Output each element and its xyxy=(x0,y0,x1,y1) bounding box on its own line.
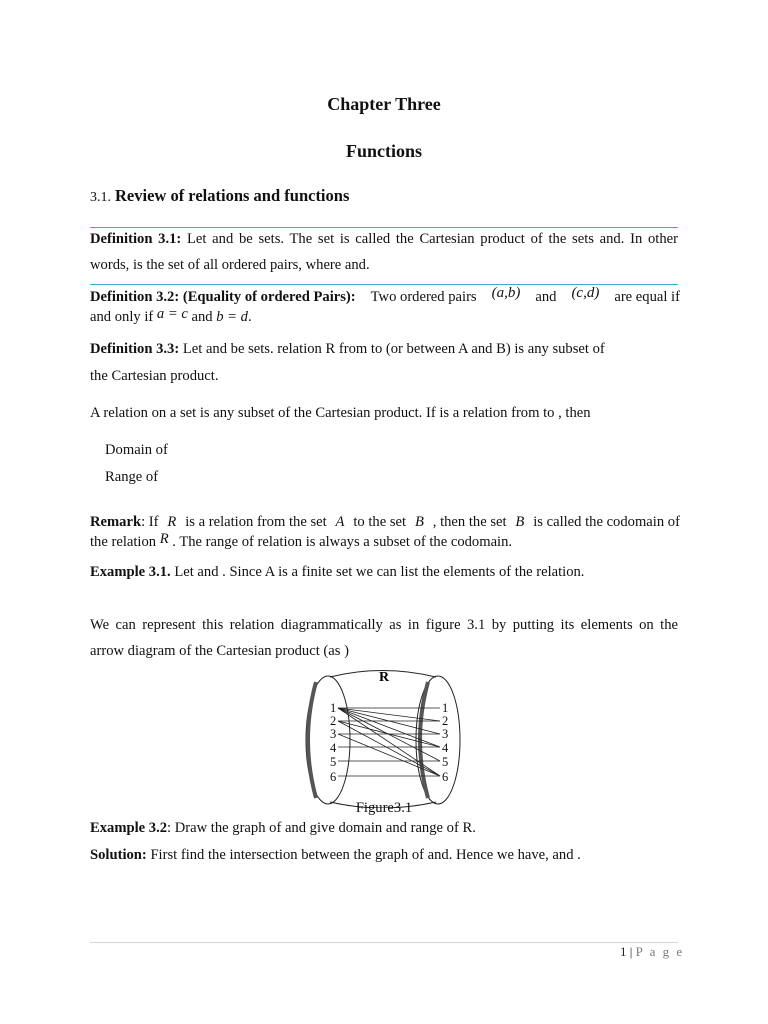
example-3-1 xyxy=(90,563,584,581)
definition-3-2-end: . xyxy=(247,309,252,325)
example-3-1-text: Let and . Since A is a finite set we can list the elements of the relation. xyxy=(174,564,585,580)
equal-if-text: are equal if xyxy=(614,289,680,305)
left-element-3: 3 xyxy=(330,727,337,741)
arrow-1-5 xyxy=(338,708,440,761)
represent-line2: arrow diagram of the Cartesian product (as ) xyxy=(90,643,349,659)
figure-caption: Figure3.1 xyxy=(355,800,413,816)
math-B-1: B xyxy=(414,514,424,530)
right-element-3: 3 xyxy=(442,727,449,741)
remark-label: Remark xyxy=(90,514,142,530)
arrow-1-4 xyxy=(338,708,440,747)
definition-3-3-line2: the Cartesian product. xyxy=(90,368,219,384)
definition-3-1-line2: words, is the set of all ordered pairs, where and. xyxy=(90,257,370,273)
section-heading xyxy=(90,186,349,206)
divider-top xyxy=(90,227,678,228)
definition-3-1-text: Let and be sets. The set is called the Cartesian product of the sets and. In other xyxy=(187,231,678,247)
remark-text-5: is called the codomain of xyxy=(533,514,680,530)
figure-3-1-diagram xyxy=(290,668,480,808)
equation-a-c: a = c xyxy=(156,306,188,322)
definition-3-2-line2 xyxy=(90,308,252,326)
left-element-2: 2 xyxy=(330,714,337,728)
math-R-1: R xyxy=(167,514,177,530)
right-element-6: 6 xyxy=(442,770,449,784)
math-B-2: B xyxy=(515,514,525,530)
arrow-3-6 xyxy=(338,734,440,776)
right-element-1: 1 xyxy=(442,701,449,715)
left-set-shadow xyxy=(308,682,316,798)
example-3-2-label: Example 3.2 xyxy=(90,820,168,836)
example-3-2 xyxy=(90,819,476,837)
remark-text-2: is a relation from the set xyxy=(185,514,327,530)
remark-line2-text-a: the relation xyxy=(90,534,157,550)
math-R-2: R xyxy=(159,531,169,547)
remark-line2-text-b: . The range of relation is always a subset of the codomain. xyxy=(172,534,513,550)
remark-text-3: to the set xyxy=(353,514,407,530)
solution-text: First find the intersection between the graph of and. Hence we have, and . xyxy=(150,847,581,863)
left-element-6: 6 xyxy=(330,770,337,784)
and-word-2: and xyxy=(191,309,213,325)
left-element-1: 1 xyxy=(330,701,337,715)
definition-3-1-label: Definition 3.1: xyxy=(90,231,182,247)
chapter-title: Chapter Three xyxy=(327,94,441,114)
right-element-5: 5 xyxy=(442,755,449,769)
definition-3-1-line1 xyxy=(90,230,678,248)
page-number-value: 1 xyxy=(620,944,627,959)
example-3-1-label: Example 3.1. xyxy=(90,564,171,580)
arrow-1-6 xyxy=(338,708,440,776)
page-number-separator: | xyxy=(629,944,633,959)
definition-3-3-label: Definition 3.3: xyxy=(90,341,180,357)
example-3-2-text: : Draw the graph of and give domain and range of R. xyxy=(167,820,476,836)
page-word: P a g e xyxy=(635,944,685,959)
footer-divider xyxy=(90,942,678,943)
definition-3-2-text: Two ordered pairs xyxy=(370,289,477,305)
relation-paragraph: A relation on a set is any subset of the Cartesian product. If is a relation from to , then xyxy=(90,405,591,421)
definition-3-3-line1 xyxy=(90,340,605,358)
domain-line: Domain of xyxy=(105,442,168,458)
section-title: Review of relations and functions xyxy=(115,186,350,205)
and-word-1: and xyxy=(535,289,557,305)
remark-line1 xyxy=(90,513,680,531)
range-line: Range of xyxy=(105,469,159,485)
remark-text-1: : If xyxy=(141,514,159,530)
definition-3-3-text: Let and be sets. relation R from to (or between A and B) is any subset of xyxy=(182,341,605,357)
definition-3-2-label: Definition 3.2: (Equality of ordered Pairs): xyxy=(90,289,356,305)
math-A: A xyxy=(335,514,345,530)
right-element-2: 2 xyxy=(442,714,449,728)
relation-arrows xyxy=(338,708,440,776)
section-number: 3.1. xyxy=(90,190,111,205)
relation-label-R: R xyxy=(378,670,390,685)
represent-line1: We can represent this relation diagrammatically as in figure 3.1 by putting its elements on the xyxy=(90,617,678,633)
equation-b-d: b = d xyxy=(216,309,248,325)
ordered-pair-ab: (a,b) xyxy=(491,285,521,301)
ordered-pair-cd: (c,d) xyxy=(571,285,600,301)
definition-3-2-line1 xyxy=(90,285,680,306)
right-element-4: 4 xyxy=(442,741,449,755)
left-element-4: 4 xyxy=(330,741,337,755)
arrow-1-2 xyxy=(338,708,440,721)
remark-line2 xyxy=(90,533,512,551)
solution xyxy=(90,846,581,864)
arrow-2-6 xyxy=(338,721,440,776)
page-number xyxy=(620,944,684,960)
left-element-5: 5 xyxy=(330,755,337,769)
and-only-if-text: and only if xyxy=(90,309,154,325)
chapter-subtitle: Functions xyxy=(345,141,423,161)
remark-text-4: , then the set xyxy=(432,514,507,530)
solution-label: Solution: xyxy=(90,847,147,863)
